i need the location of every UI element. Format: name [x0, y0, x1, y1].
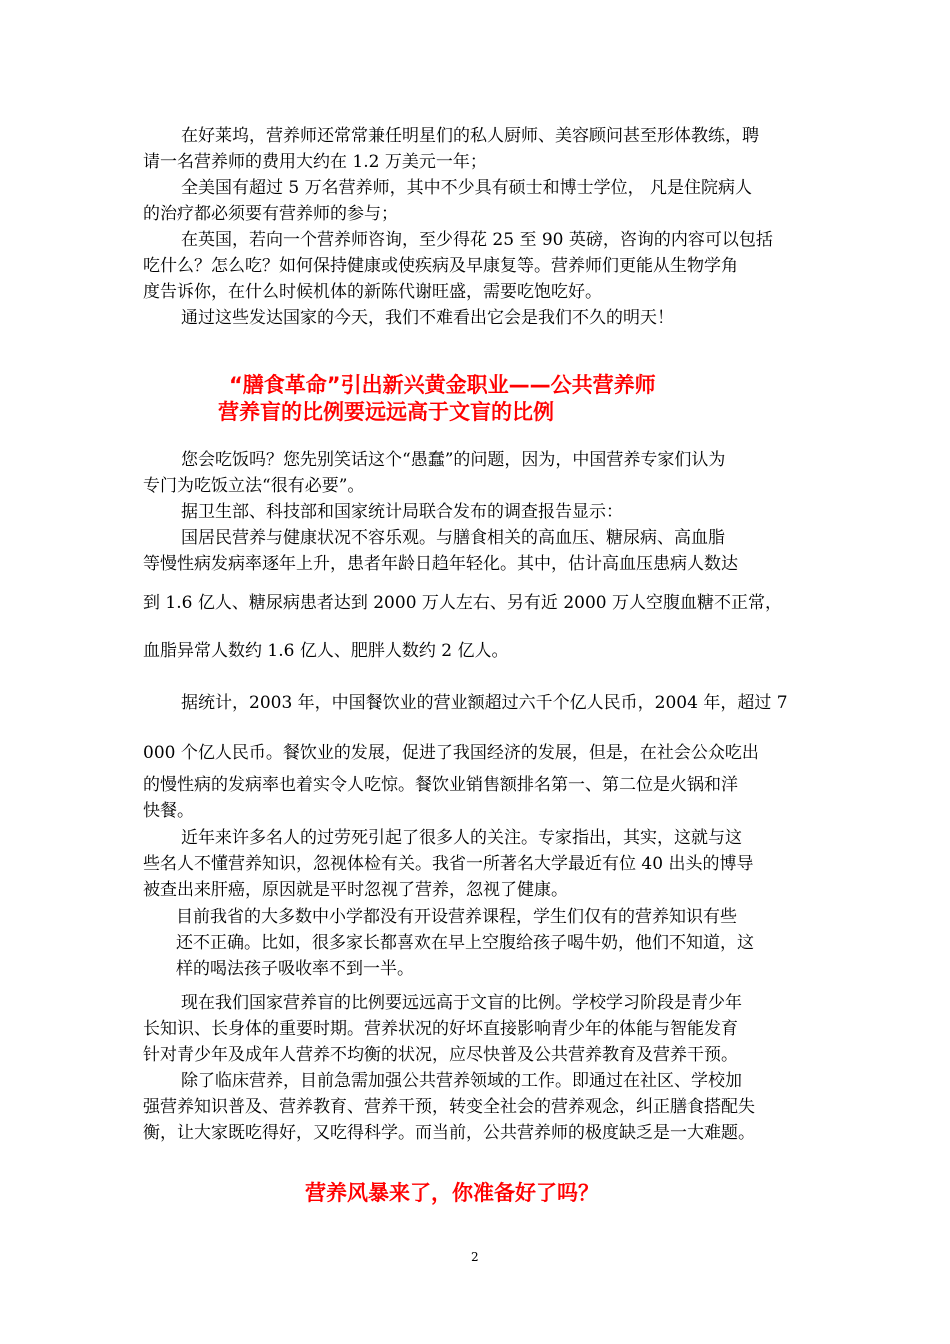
page-number: 2 — [471, 1250, 479, 1264]
paragraph-line: 快餐。 — [143, 801, 194, 821]
paragraph-line: 等慢性病发病率逐年上升，患者年龄日趋年轻化。其中，估计高血压患病人数达 — [143, 554, 738, 574]
paragraph-line: 000 个亿人民币。餐饮业的发展，促进了我国经济的发展，但是，在社会公众吃出 — [143, 743, 759, 763]
paragraph-line: 请一名营养师的费用大约在 1.2 万美元一年； — [143, 152, 487, 172]
paragraph-line: 现在我们国家营养盲的比例要远远高于文盲的比例。学校学习阶段是青少年 — [181, 993, 742, 1013]
paragraph-line: 还不正确。比如，很多家长都喜欢在早上空腹给孩子喝牛奶，他们不知道，这 — [176, 933, 754, 953]
paragraph-line: 据统计，2003 年，中国餐饮业的营业额超过六千个亿人民币，2004 年，超过 7 — [181, 693, 788, 713]
section-subheading: 营养盲的比例要远远高于文盲的比例 — [218, 400, 554, 424]
paragraph-line: 长知识、长身体的重要时期。营养状况的好坏直接影响青少年的体能与智能发育 — [143, 1019, 738, 1039]
paragraph-line: 据卫生部、科技部和国家统计局联合发布的调查报告显示： — [181, 502, 623, 522]
paragraph-line: 在好莱坞，营养师还常常兼任明星们的私人厨师、美容顾问甚至形体教练，聘 — [181, 126, 759, 146]
paragraph-line: 吃什么？怎么吃？如何保持健康或使疾病及早康复等。营养师们更能从生物学角 — [143, 256, 738, 276]
paragraph-line: 全美国有超过 5 万名营养师，其中不少具有硕士和博士学位， 凡是住院病人 — [181, 178, 753, 198]
paragraph-line: 度告诉你，在什么时候机体的新陈代谢旺盛，需要吃饱吃好。 — [143, 282, 602, 302]
paragraph-line: 通过这些发达国家的今天，我们不难看出它会是我们不久的明天！ — [181, 308, 674, 328]
paragraph-line: 被查出来肝癌，原因就是平时忽视了营养，忽视了健康。 — [143, 880, 568, 900]
paragraph-line: 衡，让大家既吃得好，又吃得科学。而当前，公共营养师的极度缺乏是一大难题。 — [143, 1123, 755, 1143]
paragraph-line: 专门为吃饭立法“很有必要”。 — [143, 476, 365, 496]
paragraph-line: 在英国，若向一个营养师咨询，至少得花 25 至 90 英磅，咨询的内容可以包括 — [181, 230, 773, 250]
paragraph-line: 的慢性病的发病率也着实令人吃惊。餐饮业销售额排名第一、第二位是火锅和洋 — [143, 775, 738, 795]
paragraph-line: 样的喝法孩子吸收率不到一半。 — [176, 959, 414, 979]
paragraph-line: 近年来许多名人的过劳死引起了很多人的关注。专家指出，其实，这就与这 — [181, 828, 742, 848]
paragraph-line: 些名人不懂营养知识，忽视体检有关。我省一所著名大学最近有位 40 出头的博导 — [143, 854, 754, 874]
section-heading: “膳食革命”引出新兴黄金职业——公共营养师 — [229, 373, 656, 397]
paragraph-line: 的治疗都必须要有营养师的参与； — [143, 204, 398, 224]
paragraph-line: 到 1.6 亿人、糖尿病患者达到 2000 万人左右、另有近 2000 万人空腹血糖不正常， — [143, 593, 782, 613]
paragraph-line: 血脂异常人数约 1.6 亿人、肥胖人数约 2 亿人。 — [143, 641, 509, 661]
paragraph-line: 针对青少年及成年人营养不均衡的状况，应尽快普及公共营养教育及营养干预。 — [143, 1045, 738, 1065]
paragraph-line: 您会吃饭吗？您先别笑话这个“愚蠢”的问题，因为，中国营养专家们认为 — [181, 450, 726, 470]
paragraph-line: 强营养知识普及、营养教育、营养干预，转变全社会的营养观念，纠正膳食搭配失 — [143, 1097, 755, 1117]
paragraph-line: 除了临床营养，目前急需加强公共营养领域的工作。即通过在社区、学校加 — [181, 1071, 742, 1091]
closing-heading: 营养风暴来了，你准备好了吗？ — [305, 1181, 599, 1205]
paragraph-line: 国居民营养与健康状况不容乐观。与膳食相关的高血压、糖尿病、高血脂 — [181, 528, 725, 548]
paragraph-line: 目前我省的大多数中小学都没有开设营养课程，学生们仅有的营养知识有些 — [176, 907, 737, 927]
